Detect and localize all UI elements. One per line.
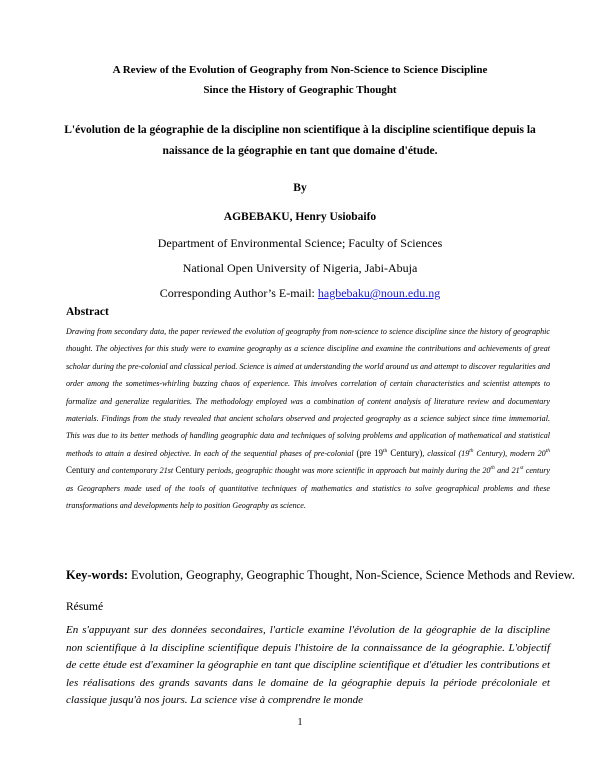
keywords-label: Key-words:	[66, 568, 128, 582]
french-title	[40, 120, 560, 162]
by-label: By	[293, 182, 307, 194]
abstract-classical: , classical (19	[422, 448, 470, 458]
abstract-modern: modern 20	[510, 448, 546, 458]
page-number: 1	[297, 717, 303, 728]
author-university: National Open University of Nigeria, Jabi-Abuja	[182, 261, 418, 275]
author-department: Department of Environmental Science; Faculty of Sciences	[157, 236, 443, 250]
abstract-pre-period: (pre 19th Century)	[356, 447, 423, 458]
abstract-text-2: periods, geographic thought was more scientific in approach but mainly during the 20	[204, 466, 491, 476]
email-label: Corresponding Author’s E-mail:	[159, 286, 315, 300]
abstract-body: Drawing from secondary data, the paper reviewed the evolution of geography from non-science to science discipline since the history of geographic thought. The objectives for this study were to examine geography as a science discipline and examine the contributions and achievements of great scholar during the pre-colonial and classical period. Science is aimed at understanding the world around us and attempt to discover regularities and order among the sometimes-whirling buzzing chaos of experience. This involves correlation of certain characteristics and scientist attempts to formalize and generalize regularities. The methodology employed was a combination of content analysis of literature review and documentary materials. Findings from the study revealed that ancient scholars observed and projected geography as a science subject since time immemorial. This was due to its better methods of handling geographic data and techniques of solving problems and application of mathematical and statistical methods to attain a desired objective. In each of the sequential phases of pre-colonial (pre 19th Century), classical (19th Century), modern 20th Century and contemporary 21st Century periods, geographic thought was more scientific in approach but mainly during the 20th and 21st century as Geographers made used of the tools of quantitative techniques of mathematics and statistics to solve geographical problems and these transformations and developments help to position Geography as science.	[66, 327, 551, 511]
french-title-line-2: naissance de la géographie en tant que domaine d'étude.	[162, 145, 438, 157]
abstract-text-1: Drawing from secondary data, the paper reviewed the evolution of geography from non-science to science discipline since the history of geographic thought. The objectives for this study were to examine geography as a science discipline and examine the contributions and achievements of great scholar during the pre-colonial and classical period. Science is aimed at understanding the world around us and attempt to discover regularities and order among the sometimes-whirling buzzing chaos of experience. This involves correlation of certain characteristics and scientist attempts to formalize and generalize regularities. The methodology employed was a combination of content analysis of literature review and documentary materials. Findings from the study revealed that ancient scholars observed and projected geography as a science subject since time immemorial. This was due to its better methods of handling geographic data and techniques of solving problems and application of mathematical and statistical methods to attain a desired objective. In each of the sequential phases of pre-colonial	[66, 327, 550, 458]
title-line-1: A Review of the Evolution of Geography from Non-Science to Science Discipline	[112, 64, 488, 76]
author-email-line	[0, 286, 600, 301]
abstract-heading: Abstract	[66, 306, 109, 318]
author-name: AGBEBAKU, Henry Usiobaifo	[223, 211, 377, 223]
email-link[interactable]: hagbebaku@noun.edu.ng	[317, 286, 441, 300]
keywords-text: Evolution, Geography, Geographic Thought, Non-Science, Science Methods and Review.	[127, 568, 575, 582]
title-line-2: Since the History of Geographic Thought	[203, 84, 397, 96]
abstract-contemporary: and contemporary 21st	[95, 466, 176, 476]
resume-body: En s'appuyant sur des données secondaires, l'article examine l'évolution de la géographie de la discipline non scientifique à la discipline scientifique depuis l'histoire de la connaissance de la géographie. L'objectif de cette étude est d'examiner la géographie en tant que discipline scientifique et d'étudier les contributions et les réalisations des grands savants dans le domaine de la géographie depuis la période précoloniale et classique jusqu'à nos jours. La science vise à comprendre le monde	[66, 624, 550, 706]
french-title-line-1: L'évolution de la géographie de la discipline non scientifique à la discipline scientifique depuis la	[64, 124, 536, 136]
abstract-text-3: century as Geographers made used of the tools of quantitative techniques of mathematics and statistics to solve geographical problems and these transformations and developments help to position Geography as science.	[66, 466, 551, 511]
keywords-line	[66, 568, 575, 583]
paper-title	[0, 60, 600, 100]
resume-heading: Résumé	[66, 601, 104, 613]
